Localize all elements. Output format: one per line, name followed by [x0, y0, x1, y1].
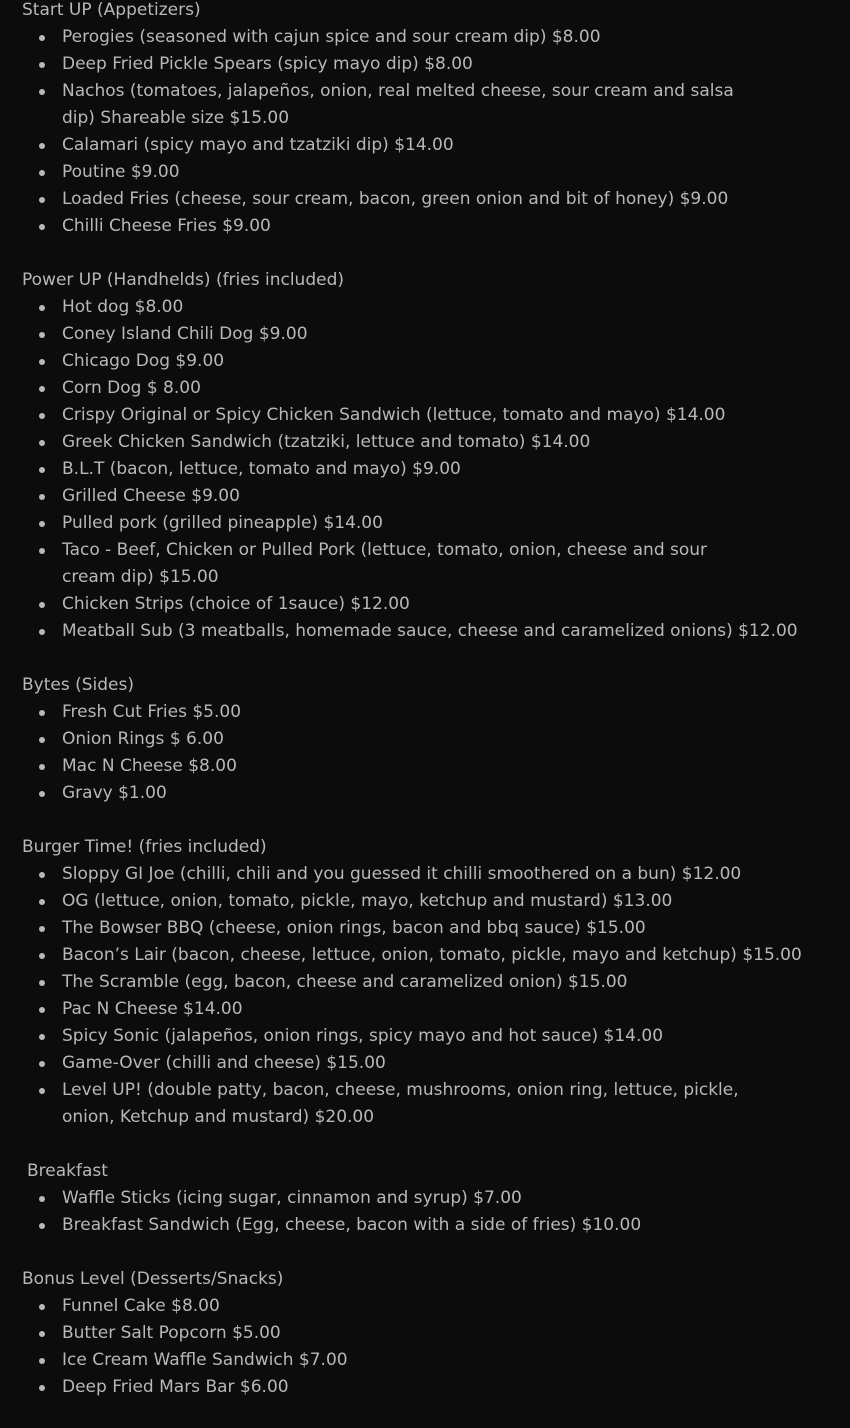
bullet-icon	[39, 872, 45, 878]
section-title: Power UP (Handhelds) (fries included)	[22, 270, 345, 290]
bullet-icon	[39, 899, 45, 905]
bullet-icon	[39, 467, 45, 473]
bullet-icon	[39, 305, 45, 311]
bullet-icon	[39, 629, 45, 635]
list-item: Waffle Sticks (icing sugar, cinnamon and syrup) $7.00	[62, 1185, 822, 1212]
section-title: Bytes (Sides)	[22, 675, 134, 695]
bullet-icon	[39, 89, 45, 95]
bullet-icon	[39, 521, 45, 527]
bullet-icon	[39, 1223, 45, 1229]
list-item: Game-Over (chilli and cheese) $15.00	[62, 1050, 822, 1077]
list-item: Crispy Original or Spicy Chicken Sandwich (lettuce, tomato and mayo) $14.00	[62, 402, 822, 429]
list-item: Breakfast Sandwich (Egg, cheese, bacon with a side of fries) $10.00	[62, 1212, 822, 1239]
bullet-icon	[39, 170, 45, 176]
list-item: Bacon’s Lair (bacon, cheese, lettuce, onion, tomato, pickle, mayo and ketchup) $15.00	[62, 942, 822, 969]
section-handhelds	[22, 267, 822, 645]
list-item: Deep Fried Mars Bar $6.00	[62, 1374, 822, 1401]
bullet-icon	[39, 440, 45, 446]
bullet-icon	[39, 602, 45, 608]
bullet-icon	[39, 1304, 45, 1310]
bullet-icon	[39, 548, 45, 554]
bullet-icon	[39, 224, 45, 230]
bullet-icon	[39, 710, 45, 716]
bullet-icon	[39, 1358, 45, 1364]
bullet-icon	[39, 791, 45, 797]
bullet-icon	[39, 764, 45, 770]
section-desserts	[22, 1266, 822, 1401]
list-item: Butter Salt Popcorn $5.00	[62, 1320, 822, 1347]
item-list	[22, 24, 822, 240]
bullet-icon	[39, 1061, 45, 1067]
list-item: Funnel Cake $8.00	[62, 1293, 822, 1320]
bullet-icon	[39, 953, 45, 959]
bullet-icon	[39, 1196, 45, 1202]
bullet-icon	[39, 359, 45, 365]
list-item: Ice Cream Waffle Sandwich $7.00	[62, 1347, 822, 1374]
item-list	[22, 1185, 822, 1239]
list-item: The Scramble (egg, bacon, cheese and caramelized onion) $15.00	[62, 969, 822, 996]
bullet-icon	[39, 386, 45, 392]
menu	[22, 0, 822, 1428]
list-item: Chicken Strips (choice of 1sauce) $12.00	[62, 591, 822, 618]
section-title: Bonus Level (Desserts/Snacks)	[22, 1269, 284, 1289]
list-item: Hot dog $8.00	[62, 294, 822, 321]
list-item: Level UP! (double patty, bacon, cheese, mushrooms, onion ring, lettuce, pickle, onion, Ketchup and mustard) $20.00	[62, 1077, 762, 1131]
item-list	[22, 861, 822, 1131]
list-item: Mac N Cheese $8.00	[62, 753, 822, 780]
item-list	[22, 1293, 822, 1401]
item-list	[22, 294, 822, 645]
list-item: The Bowser BBQ (cheese, onion rings, bacon and bbq sauce) $15.00	[62, 915, 822, 942]
list-item: Spicy Sonic (jalapeños, onion rings, spicy mayo and hot sauce) $14.00	[62, 1023, 822, 1050]
bullet-icon	[39, 1007, 45, 1013]
bullet-icon	[39, 494, 45, 500]
bullet-icon	[39, 980, 45, 986]
list-item: Coney Island Chili Dog $9.00	[62, 321, 822, 348]
list-item: Greek Chicken Sandwich (tzatziki, lettuce and tomato) $14.00	[62, 429, 822, 456]
list-item: Chicago Dog $9.00	[62, 348, 822, 375]
bullet-icon	[39, 1088, 45, 1094]
bullet-icon	[39, 737, 45, 743]
list-item: Grilled Cheese $9.00	[62, 483, 822, 510]
list-item: Poutine $9.00	[62, 159, 822, 186]
section-appetizers	[22, 0, 822, 240]
bullet-icon	[39, 62, 45, 68]
bullet-icon	[39, 332, 45, 338]
list-item: Gravy $1.00	[62, 780, 822, 807]
section-title: Breakfast	[27, 1161, 108, 1181]
bullet-icon	[39, 413, 45, 419]
list-item: Onion Rings $ 6.00	[62, 726, 822, 753]
list-item: Sloppy GI Joe (chilli, chili and you guessed it chilli smoothered on a bun) $12.00	[62, 861, 822, 888]
list-item: Pulled pork (grilled pineapple) $14.00	[62, 510, 822, 537]
list-item: Corn Dog $ 8.00	[62, 375, 822, 402]
bullet-icon	[39, 35, 45, 41]
bullet-icon	[39, 197, 45, 203]
list-item: Pac N Cheese $14.00	[62, 996, 822, 1023]
list-item: Loaded Fries (cheese, sour cream, bacon, green onion and bit of honey) $9.00	[62, 186, 822, 213]
section-breakfast	[22, 1158, 822, 1239]
section-burgers	[22, 834, 822, 1131]
bullet-icon	[39, 1385, 45, 1391]
section-title: Burger Time! (fries included)	[22, 837, 267, 857]
list-item: Taco - Beef, Chicken or Pulled Pork (lettuce, tomato, onion, cheese and sour cream dip) $15.00	[62, 537, 762, 591]
section-title: Start UP (Appetizers)	[22, 0, 201, 20]
item-list	[22, 699, 822, 807]
bullet-icon	[39, 143, 45, 149]
bullet-icon	[39, 926, 45, 932]
bullet-icon	[39, 1034, 45, 1040]
list-item: Nachos (tomatoes, jalapeños, onion, real melted cheese, sour cream and salsa dip) Shareable size $15.00	[62, 78, 762, 132]
list-item: Fresh Cut Fries $5.00	[62, 699, 822, 726]
list-item: Perogies (seasoned with cajun spice and sour cream dip) $8.00	[62, 24, 822, 51]
list-item: OG (lettuce, onion, tomato, pickle, mayo, ketchup and mustard) $13.00	[62, 888, 822, 915]
list-item: Meatball Sub (3 meatballs, homemade sauce, cheese and caramelized onions) $12.00	[62, 618, 822, 645]
section-sides	[22, 672, 822, 807]
list-item: Chilli Cheese Fries $9.00	[62, 213, 822, 240]
list-item: B.L.T (bacon, lettuce, tomato and mayo) $9.00	[62, 456, 822, 483]
list-item: Deep Fried Pickle Spears (spicy mayo dip) $8.00	[62, 51, 822, 78]
list-item: Calamari (spicy mayo and tzatziki dip) $14.00	[62, 132, 822, 159]
bullet-icon	[39, 1331, 45, 1337]
